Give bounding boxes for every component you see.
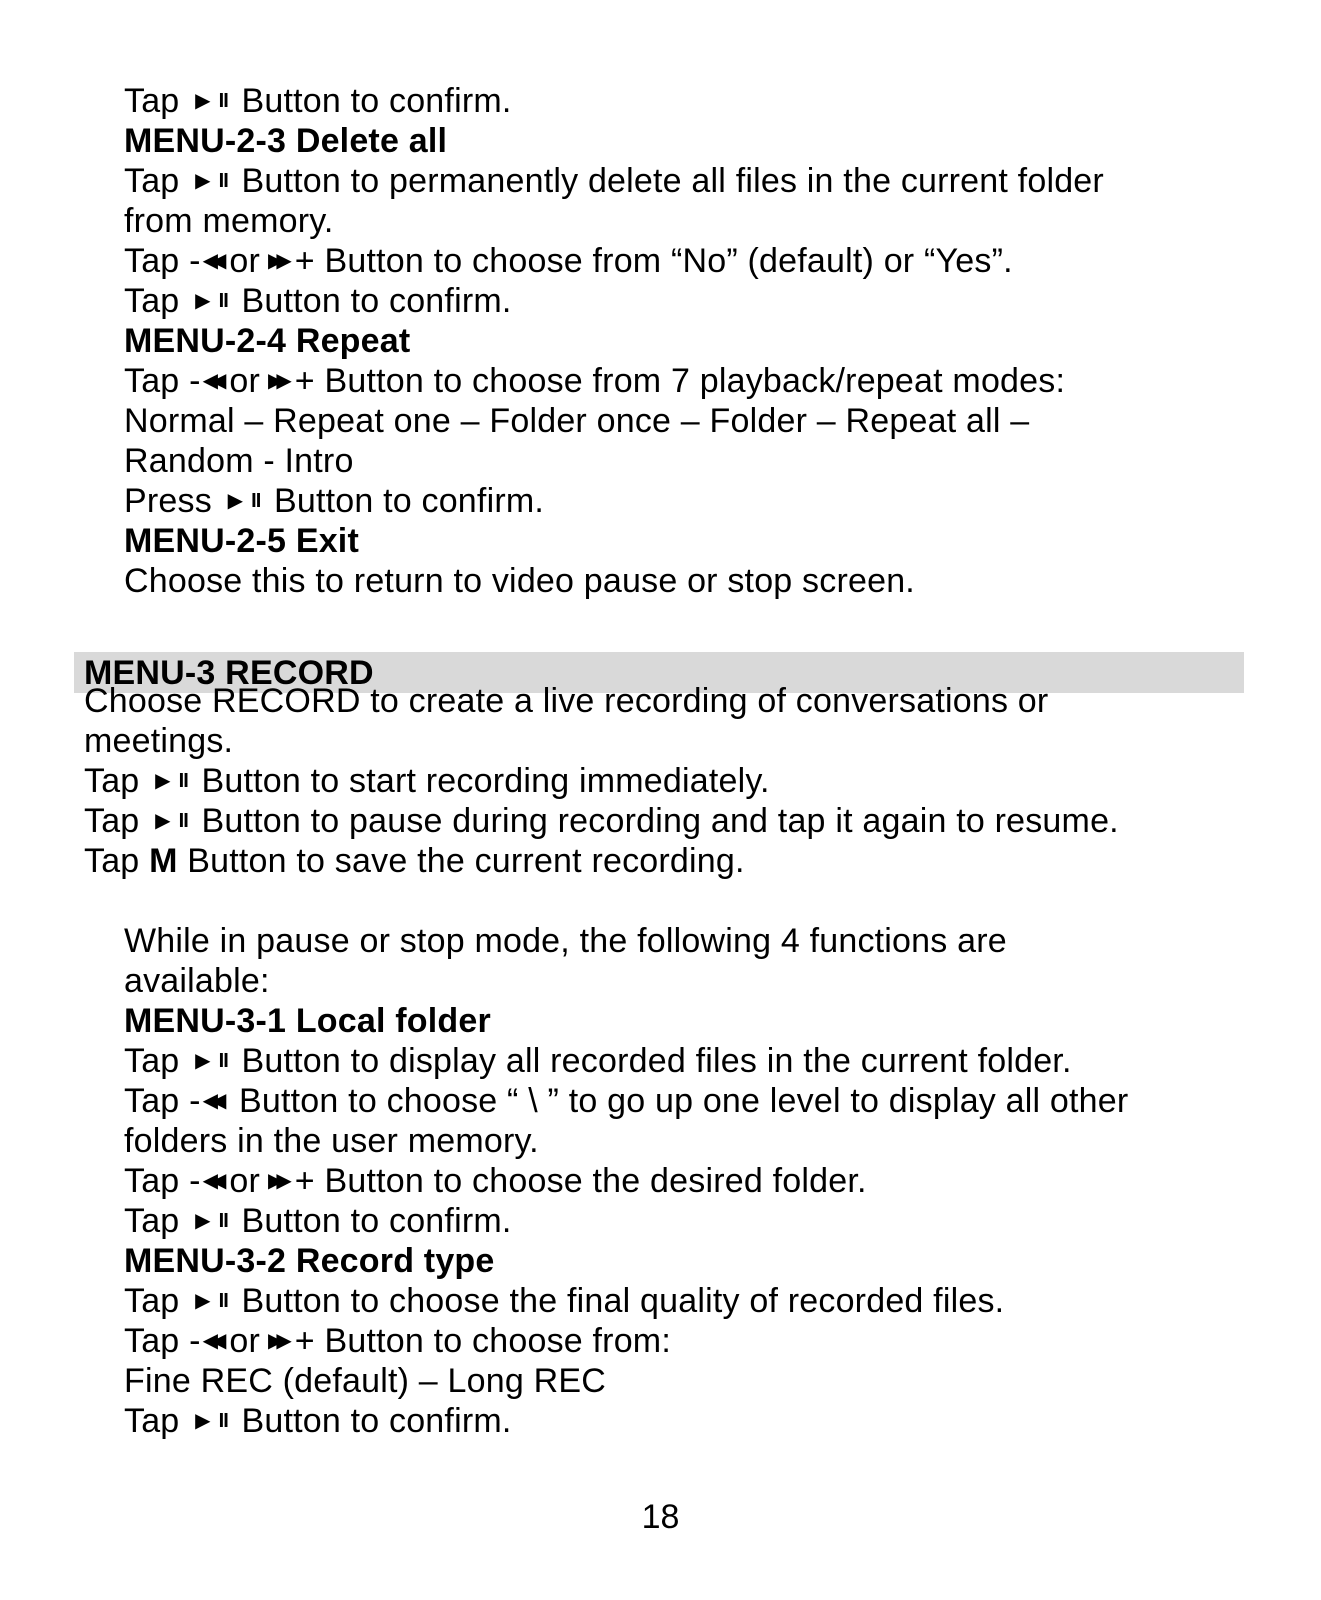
play-icon: ▶ <box>195 170 211 193</box>
text: Tap <box>124 82 180 120</box>
fast-forward-icon: ▶▶ <box>268 370 285 393</box>
plus-symbol: + <box>294 362 315 400</box>
text-line: While in pause or stop mode, the following 4 functions are <box>124 922 1007 960</box>
text: Button to confirm. <box>241 1402 512 1440</box>
text-line: Normal – Repeat one – Folder once – Folder – Repeat all – <box>124 402 1030 440</box>
text-line: from memory. <box>124 202 334 240</box>
text: Tap <box>124 1322 180 1360</box>
instruction-line <box>84 801 1119 841</box>
instruction-line <box>124 361 1065 401</box>
text: Tap <box>124 1202 180 1240</box>
text: Tap <box>124 242 180 280</box>
text-line: available: <box>124 962 270 1000</box>
text: or <box>229 242 261 280</box>
plus-symbol: + <box>294 1162 315 1200</box>
text: Button to confirm. <box>241 282 512 320</box>
fast-forward-icon: ▶▶ <box>268 250 285 273</box>
text-line: Choose RECORD to create a live recording of conversations or <box>84 682 1049 720</box>
text: Button to choose the desired folder. <box>324 1162 867 1200</box>
minus-symbol: - <box>189 362 201 400</box>
instruction-line <box>124 1161 867 1201</box>
text: Button to confirm. <box>241 82 512 120</box>
text: Tap <box>84 842 140 880</box>
minus-symbol: - <box>189 1322 201 1360</box>
play-icon: ▶ <box>155 810 171 833</box>
text: Tap <box>124 1402 180 1440</box>
play-icon: ▶ <box>195 1210 211 1233</box>
fast-forward-icon: ▶▶ <box>268 1330 285 1353</box>
text: Button to display all recorded files in the current folder. <box>241 1042 1072 1080</box>
section-heading: MENU-3-2 Record type <box>124 1242 495 1280</box>
rewind-icon: ◀◀ <box>202 370 220 393</box>
pause-icon: II <box>178 770 188 793</box>
instruction-line <box>84 841 745 881</box>
text: Button to start recording immediately. <box>201 762 770 800</box>
text: Tap <box>84 802 140 840</box>
section-title: MENU-3 RECORD <box>84 654 374 692</box>
instruction-line <box>124 241 1013 281</box>
rewind-icon: ◀◀ <box>202 1330 220 1353</box>
instruction-line <box>124 1201 512 1241</box>
text: Press <box>124 482 212 520</box>
pause-icon: II <box>218 1290 228 1313</box>
instruction-line <box>124 481 544 521</box>
instruction-line <box>84 761 770 801</box>
minus-symbol: - <box>189 1162 201 1200</box>
play-icon: ▶ <box>195 90 211 113</box>
pause-icon: II <box>178 810 188 833</box>
text: Tap <box>124 282 180 320</box>
text: Button to confirm. <box>273 482 545 520</box>
text: Button to choose from “No” (default) or “Yes”. <box>324 242 1013 280</box>
pause-icon: II <box>218 1050 228 1073</box>
text-line: Choose this to return to video pause or stop screen. <box>124 562 915 600</box>
pause-icon: II <box>218 90 228 113</box>
text: Button to confirm. <box>241 1202 512 1240</box>
play-icon: ▶ <box>155 770 171 793</box>
rewind-icon: ◀◀ <box>202 1090 220 1113</box>
pause-icon: II <box>218 1410 228 1433</box>
text: Button to choose from 7 playback/repeat modes: <box>324 362 1066 400</box>
play-icon: ▶ <box>195 1410 211 1433</box>
pause-icon: II <box>218 170 228 193</box>
text: or <box>229 1322 261 1360</box>
text: Button to pause during recording and tap it again to resume. <box>201 802 1119 840</box>
text: Tap <box>124 1042 180 1080</box>
plus-symbol: + <box>294 242 315 280</box>
text-line: meetings. <box>84 722 234 760</box>
minus-symbol: - <box>189 242 201 280</box>
text: Tap <box>124 1082 180 1120</box>
text: Tap <box>124 162 180 200</box>
instruction-line <box>124 1401 512 1441</box>
instruction-line <box>124 281 512 321</box>
text-line: Random - Intro <box>124 442 354 480</box>
m-button-label: M <box>149 842 178 880</box>
rewind-icon: ◀◀ <box>202 1170 220 1193</box>
text-line: Fine REC (default) – Long REC <box>124 1362 607 1400</box>
play-icon: ▶ <box>227 490 244 513</box>
text: Button to choose from: <box>324 1322 671 1360</box>
text: Button to choose “ \ ” to go up one level to display all other <box>239 1082 1129 1120</box>
fast-forward-icon: ▶▶ <box>268 1170 285 1193</box>
pause-icon: II <box>218 1210 228 1233</box>
pause-icon: II <box>251 490 261 513</box>
text: Tap <box>124 1282 180 1320</box>
play-icon: ▶ <box>195 1290 211 1313</box>
section-heading: MENU-2-5 Exit <box>124 522 359 560</box>
text: Button to permanently delete all files in the current folder <box>241 162 1104 200</box>
text: Button to choose the final quality of recorded files. <box>241 1282 1005 1320</box>
text: Button to save the current recording. <box>187 842 745 880</box>
instruction-line <box>124 1081 1128 1121</box>
text-line: folders in the user memory. <box>124 1122 539 1160</box>
page-number: 18 <box>641 1498 680 1536</box>
text: or <box>229 362 261 400</box>
pause-icon: II <box>218 290 228 313</box>
instruction-line <box>124 1321 671 1361</box>
section-heading: MENU-3-1 Local folder <box>124 1002 491 1040</box>
instruction-line <box>124 1281 1004 1321</box>
section-heading: MENU-2-3 Delete all <box>124 122 448 160</box>
minus-symbol: - <box>189 1082 201 1120</box>
instruction-line <box>124 161 1104 201</box>
instruction-line <box>124 81 512 121</box>
text: Tap <box>124 362 180 400</box>
rewind-icon: ◀◀ <box>202 250 220 273</box>
instruction-line <box>124 1041 1072 1081</box>
text: Tap <box>84 762 140 800</box>
text: Tap <box>124 1162 180 1200</box>
play-icon: ▶ <box>195 1050 211 1073</box>
plus-symbol: + <box>294 1322 315 1360</box>
text: or <box>229 1162 261 1200</box>
play-icon: ▶ <box>195 290 211 313</box>
section-heading: MENU-2-4 Repeat <box>124 322 411 360</box>
